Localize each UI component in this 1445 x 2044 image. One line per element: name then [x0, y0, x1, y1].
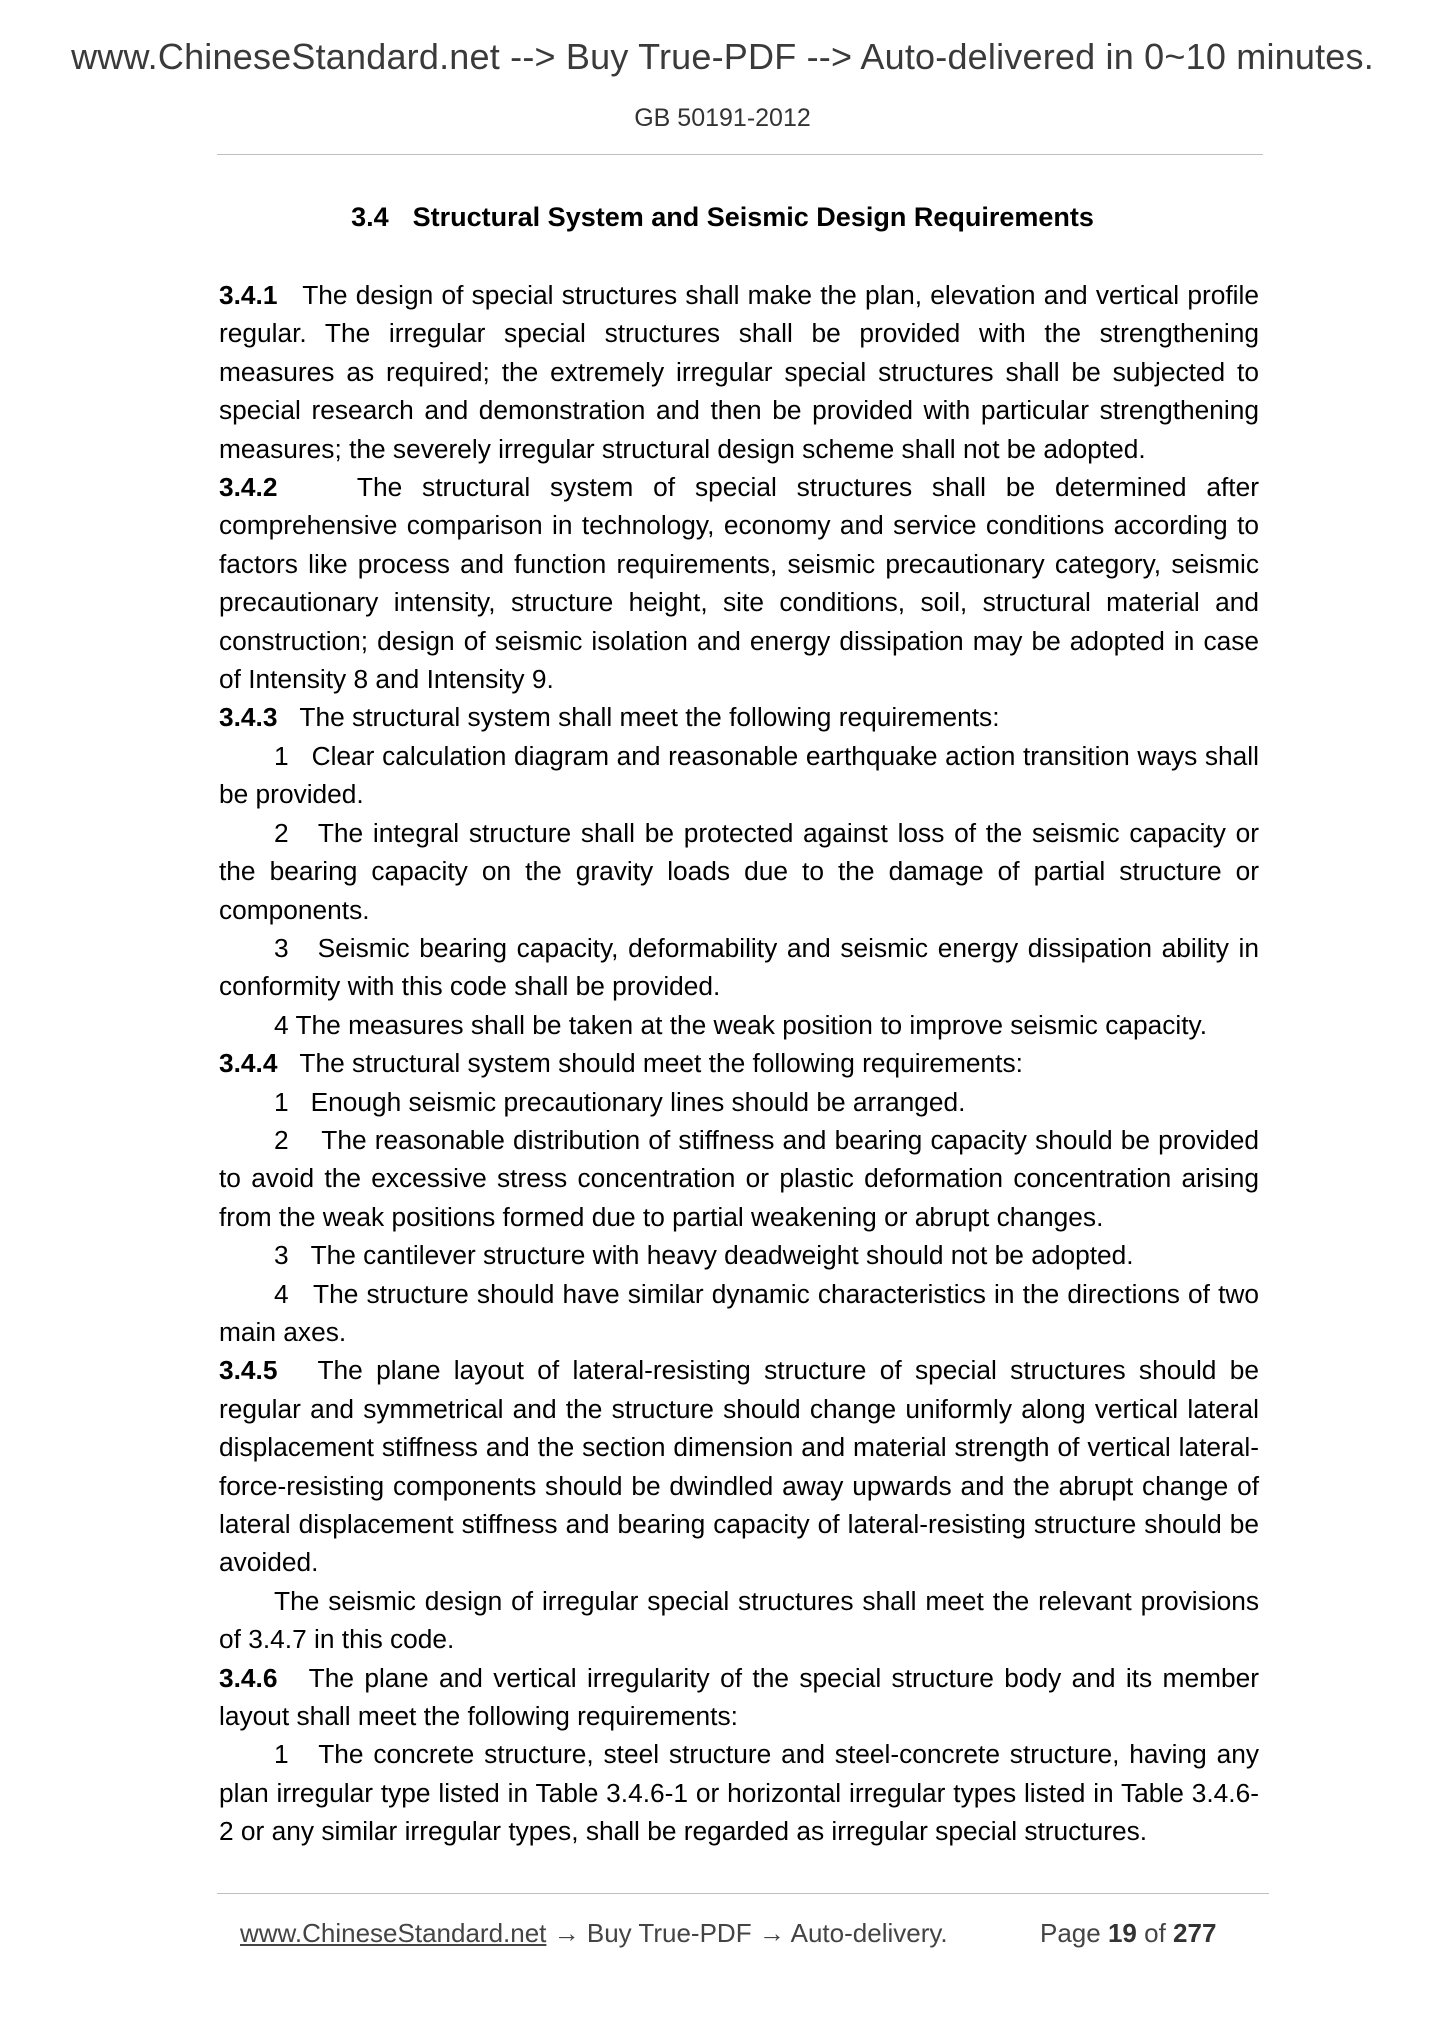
- list-item: 4 The structure should have similar dynamic characteristics in the directions of two main axes.: [219, 1278, 1259, 1347]
- footer-site-link[interactable]: www.ChineseStandard.net: [240, 1918, 547, 1948]
- clause-text: The design of special structures shall make the plan, elevation and vertical profile regular. The irregular special structures shall be provided with the strengthening measures as required; the extremely irregular special structures shall be subjected to special research and demonstration and then be provided with particular strengthening measures; the severely irregular structural design scheme shall not be adopted.: [219, 280, 1259, 464]
- page-label: Page: [1040, 1918, 1101, 1948]
- list-item: 2 The reasonable distribution of stiffness and bearing capacity should be provided to avoid the excessive stress concentration or plastic deformation concentration arising from the weak positions formed due to partial weakening or abrupt changes.: [219, 1124, 1260, 1232]
- clause-text: The plane layout of lateral-resisting structure of special structures should be regular and symmetrical and the structure should change uniformly along vertical lateral displacement stiffness and the section dimension and material strength of vertical lateral-force-resisting components should be dwindled away upwards and the abrupt change of lateral displacement stiffness and bearing capacity of lateral-resisting structure should be avoided.: [219, 1355, 1259, 1578]
- footer-buy-text: Buy True-PDF: [586, 1918, 752, 1948]
- footer-divider: [217, 1893, 1269, 1894]
- clause-3-4-1: [219, 276, 1259, 468]
- list-item: 1 Clear calculation diagram and reasonable earthquake action transition ways shall be provided.: [219, 740, 1259, 810]
- clause-3-4-4: [219, 1044, 1259, 1082]
- clause-3-4-3: [219, 698, 1259, 736]
- clause-number: 3.4.3: [219, 702, 278, 733]
- clause-number: 3.4.1: [219, 280, 278, 310]
- clause-3-4-2: [219, 468, 1259, 698]
- section-number: 3.4: [351, 202, 389, 232]
- clause-3-4-5: [219, 1351, 1259, 1581]
- list-item: 4 The measures shall be taken at the weak position to improve seismic capacity.: [274, 1009, 1208, 1040]
- arrow-right-icon: →: [553, 1918, 580, 1948]
- clause-number: 3.4.6: [219, 1662, 278, 1693]
- list-item: 3 The cantilever structure with heavy deadweight should not be adopted.: [274, 1240, 1134, 1271]
- page-indicator: [1040, 1918, 1216, 1949]
- header-divider: [217, 154, 1263, 155]
- clause-text: The structural system shall meet the following requirements:: [299, 702, 1000, 733]
- clause-number: 3.4.4: [219, 1048, 278, 1079]
- list-item: 1 Enough seismic precautionary lines should be arranged.: [274, 1086, 966, 1117]
- promo-banner: www.ChineseStandard.net --> Buy True-PDF --> Auto-delivered in 0~10 minutes.: [71, 36, 1374, 77]
- of-label: of: [1144, 1918, 1166, 1948]
- list-item: 3 Seismic bearing capacity, deformability and seismic energy dissipation ability in conformity with this code shall be provided.: [219, 932, 1260, 1002]
- section-title-text: Structural System and Seismic Design Requirements: [412, 202, 1094, 232]
- clause-3-4-6: [219, 1659, 1259, 1736]
- section-title: [0, 202, 1445, 233]
- page-number: 19: [1107, 1918, 1137, 1948]
- clause-text: The structural system should meet the following requirements:: [299, 1048, 1023, 1079]
- clause-number: 3.4.5: [219, 1355, 278, 1386]
- clause-text: The structural system of special structures shall be determined after comprehensive comparison in technology, economy and service conditions according to factors like process and function requirements, seismic precautionary category, seismic precautionary intensity, structure height, site conditions, soil, structural material and construction; design of seismic isolation and energy dissipation may be adopted in case of Intensity 8 and Intensity 9.: [219, 472, 1259, 695]
- clause-text: The plane and vertical irregularity of the special structure body and its member layout shall meet the following requirements:: [219, 1662, 1259, 1732]
- document-id: GB 50191-2012: [634, 104, 811, 132]
- list-item: 1 The concrete structure, steel structure and steel-concrete structure, having any plan irregular type listed in Table 3.4.6-1 or horizontal irregular types listed in Table 3.4.6-2 or any similar irregular types, shall be regarded as irregular special structures.: [219, 1739, 1260, 1847]
- list-item: 2 The integral structure shall be protected against loss of the seismic capacity or the bearing capacity on the gravity loads due to the damage of partial structure or components.: [219, 817, 1260, 925]
- arrow-right-icon: →: [758, 1918, 785, 1948]
- clause-number: 3.4.2: [219, 472, 278, 503]
- page-footer: [240, 1918, 1250, 1949]
- page-body: [219, 276, 1259, 1851]
- page-total: 277: [1173, 1918, 1217, 1948]
- clause-note: The seismic design of irregular special structures shall meet the relevant provisions of 3.4.7 in this code.: [219, 1585, 1259, 1655]
- footer-delivery-text: Auto-delivery.: [790, 1918, 948, 1948]
